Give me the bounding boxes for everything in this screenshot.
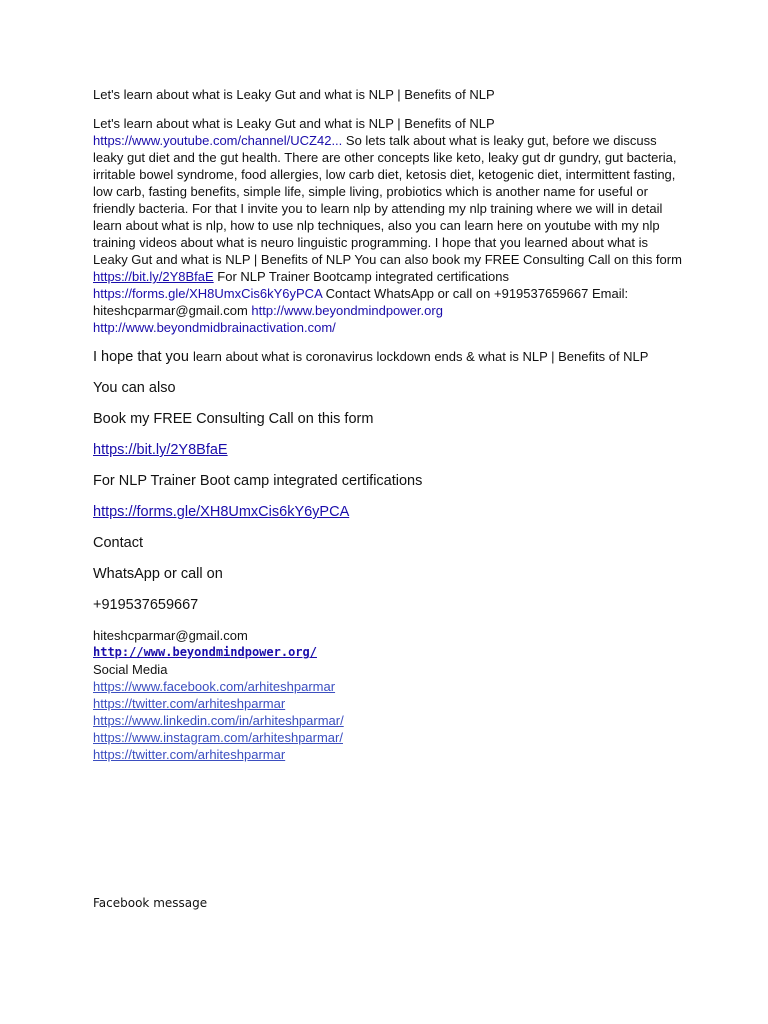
bootcamp-line: For NLP Trainer Boot camp integrated certifications bbox=[93, 473, 423, 489]
paragraph-body: So lets talk about what is leaky gut, before we discuss leaky gut diet and the gut health. There are other concepts like keto, leaky gut dr gundry, gut bacteria, irritable bowel syndrome, food allergies, low carb diet, ketosis diet, ketogenic diet, intermittent fasting, low carb, fasting benefits, simple life, simple living, probiotics which is another name for useful or friendly bacteria. For that I invite you to learn nlp by attending my nlp training where we will in detail learn about what is nlp, how to use nlp techniques, also you can learn here on youtube with my nlp training videos about what is neuro linguistic programming. I hope that you learned about what is Leaky Gut and what is NLP | Benefits of NLP You can also book my FREE Consulting Call on this form bbox=[93, 133, 682, 267]
social-media-label: Social Media bbox=[93, 662, 168, 677]
hope-line-rest: learn about what is coronavirus lockdown ends & what is NLP | Benefits of NLP bbox=[192, 349, 649, 364]
instagram-link[interactable]: https://www.instagram.com/arhiteshparmar/ bbox=[93, 730, 343, 745]
email-text: hiteshcparmar@gmail.com bbox=[93, 628, 248, 643]
phone-line: +919537659667 bbox=[93, 597, 199, 613]
whatsapp-line: WhatsApp or call on bbox=[93, 566, 223, 582]
paragraph-bootcamp-text: For NLP Trainer Bootcamp integrated certifications bbox=[213, 269, 509, 284]
facebook-link[interactable]: https://www.facebook.com/arhiteshparmar bbox=[93, 679, 336, 694]
beyondmindpower-link-inline[interactable]: http://www.beyondmindpower.org bbox=[251, 303, 443, 318]
document-title: Let's learn about what is Leaky Gut and what is NLP | Benefits of NLP bbox=[93, 87, 495, 102]
facebook-message-heading: Facebook message bbox=[93, 896, 208, 910]
twitter-link[interactable]: https://twitter.com/arhiteshparmar bbox=[93, 696, 286, 711]
book-call-line: Book my FREE Consulting Call on this form bbox=[93, 411, 374, 427]
description-paragraph bbox=[93, 115, 683, 336]
youtube-channel-link[interactable]: https://www.youtube.com/channel/UCZ42... bbox=[93, 133, 343, 148]
contact-line: Contact bbox=[93, 535, 143, 551]
website-link[interactable]: http://www.beyondmindpower.org/ bbox=[93, 645, 317, 659]
hope-line-lead: I hope that you bbox=[93, 349, 193, 365]
paragraph-contact-text: Contact WhatsApp or call on +919537659667 Email: hiteshcparmar@gmail.com bbox=[93, 286, 629, 318]
hope-line bbox=[93, 348, 683, 366]
bitly-link[interactable]: https://bit.ly/2Y8BfaE bbox=[93, 442, 228, 458]
twitter-link-2[interactable]: https://twitter.com/arhiteshparmar bbox=[93, 747, 286, 762]
linkedin-link[interactable]: https://www.linkedin.com/in/arhiteshparmar/ bbox=[93, 713, 344, 728]
midbrain-activation-link[interactable]: http://www.beyondmidbrainactivation.com/ bbox=[93, 320, 336, 335]
forms-link-line bbox=[93, 503, 683, 521]
forms-link-inline[interactable]: https://forms.gle/XH8UmxCis6kY6yPCA bbox=[93, 286, 323, 301]
forms-link[interactable]: https://forms.gle/XH8UmxCis6kY6yPCA bbox=[93, 504, 350, 520]
contact-block bbox=[93, 627, 683, 763]
paragraph-heading: Let's learn about what is Leaky Gut and what is NLP | Benefits of NLP bbox=[93, 116, 495, 131]
bitly-link-line bbox=[93, 441, 683, 459]
bitly-link-inline[interactable]: https://bit.ly/2Y8BfaE bbox=[93, 269, 214, 284]
you-can-also-line: You can also bbox=[93, 380, 176, 396]
document-page bbox=[93, 86, 683, 763]
